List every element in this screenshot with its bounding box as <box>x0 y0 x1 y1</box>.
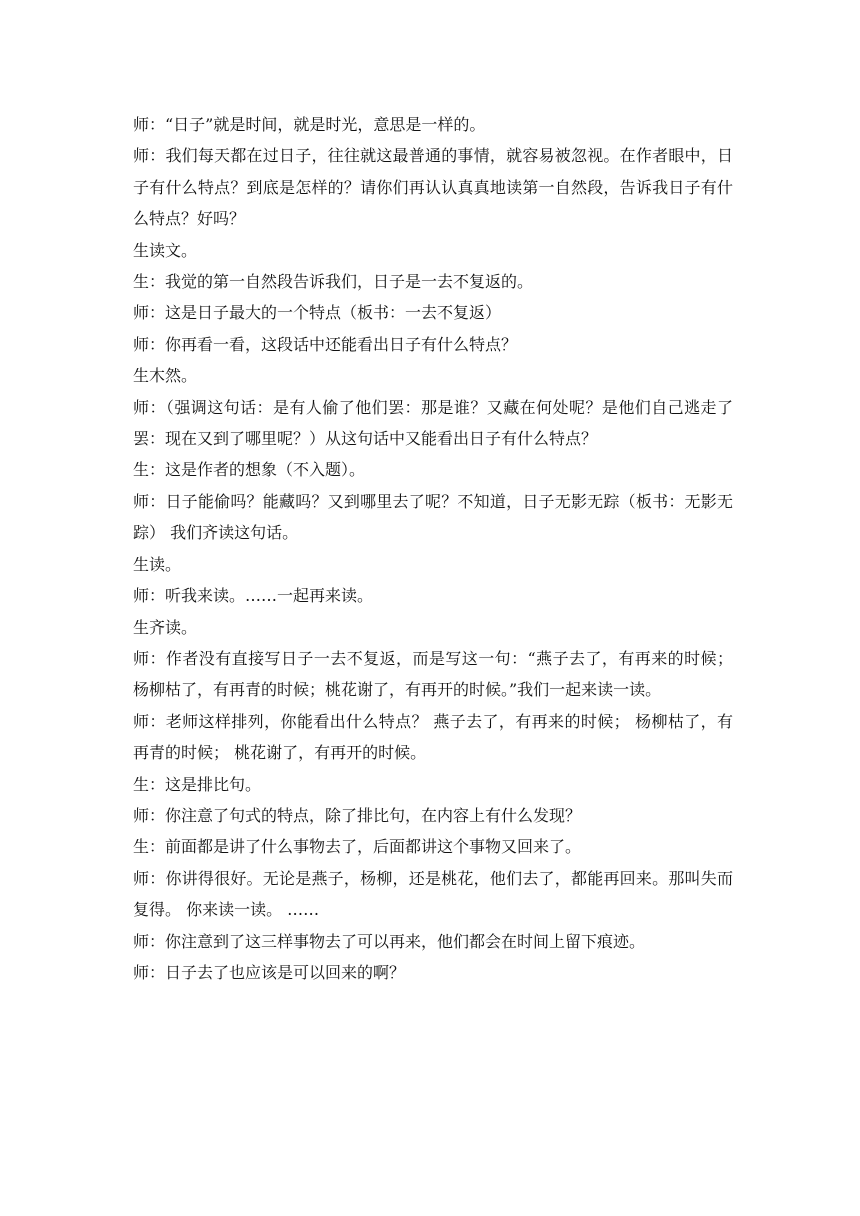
paragraph-12: 师：听我来读。……一起再来读。 <box>133 586 374 606</box>
paragraph-14: 师：作者没有直接写日子一去不复返，而是写这一句：“燕子去了，有再来的时候；杨柳枯了，有再青的时候；桃花谢了，有再开的时候。”我们一起来读一读。 <box>133 648 733 700</box>
paragraph-8: 师：（强调这句话：是有人偷了他们罢：那是谁？又藏在何处呢？是他们自己逃走了罢：现在又到了哪里呢？）从这句话中又能看出日子有什么特点？ <box>133 397 733 449</box>
paragraph-21: 师：日子去了也应该是可以回来的啊？ <box>133 962 406 982</box>
paragraph-10: 师：日子能偷吗？能藏吗？又到哪里去了呢？不知道，日子无影无踪（板书：无影无踪） 我们齐读这句话。 <box>133 491 733 543</box>
paragraph-17: 师：你注意了句式的特点，除了排比句，在内容上有什么发现？ <box>133 805 582 825</box>
paragraph-2: 师：我们每天都在过日子，往往就这最普通的事情，就容易被忽视。在作者眼中，日子有什么特点？到底是怎样的？请你们再认认真真地读第一自然段，告诉我日子有什么特点？好吗？ <box>133 146 733 229</box>
document-body <box>133 109 733 988</box>
paragraph-19: 师：你讲得很好。无论是燕子，杨柳，还是桃花，他们去了，都能再回来。那叫失而复得。 你来读一读。 …… <box>133 868 733 920</box>
paragraph-1: 师：“日子”就是时间，就是时光，意思是一样的。 <box>133 115 486 134</box>
paragraph-16: 生：这是排比句。 <box>133 774 262 794</box>
paragraph-11: 生读。 <box>133 554 182 574</box>
paragraph-13: 生齐读。 <box>133 617 198 637</box>
paragraph-20: 师：你注意到了这三样事物去了可以再来，他们都会在时间上留下痕迹。 <box>133 931 646 951</box>
paragraph-7: 生木然。 <box>133 366 198 386</box>
paragraph-15: 师：老师这样排列，你能看出什么特点？ 燕子去了，有再来的时候； 杨柳枯了，有再青的时候； 桃花谢了，有再开的时候。 <box>133 711 733 763</box>
paragraph-9: 生：这是作者的想象（不入题）。 <box>133 460 366 480</box>
paragraph-4: 生：我觉的第一自然段告诉我们，日子是一去不复返的。 <box>133 272 534 292</box>
paragraph-5: 师：这是日子最大的一个特点（板书：一去不复返） <box>133 303 502 323</box>
paragraph-3: 生读文。 <box>133 240 198 260</box>
paragraph-18: 生：前面都是讲了什么事物去了，后面都讲这个事物又回来了。 <box>133 837 582 857</box>
paragraph-6: 师：你再看一看，这段话中还能看出日子有什么特点？ <box>133 334 518 354</box>
